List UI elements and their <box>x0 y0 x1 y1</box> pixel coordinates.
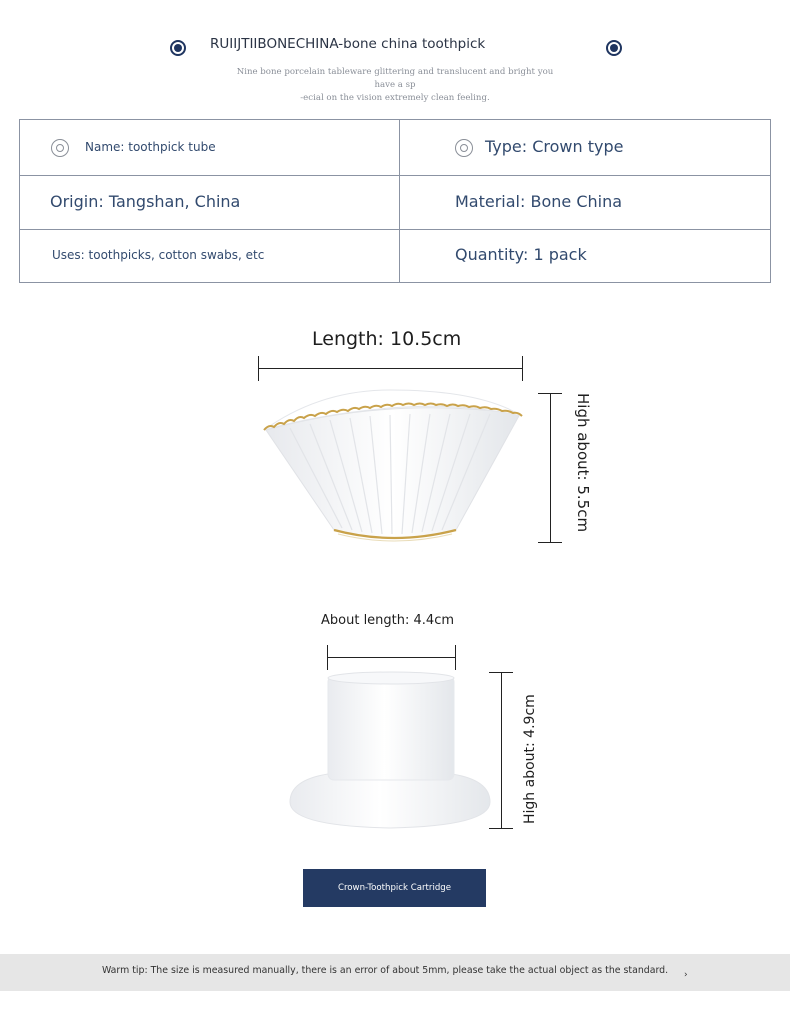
spec-material: Material: Bone China <box>455 192 623 211</box>
dimension-tick <box>538 542 562 543</box>
spec-table <box>19 119 771 283</box>
height-dimension-line <box>501 672 502 828</box>
subtitle-line: Nine bone porcelain tableware glittering and translucent and bright you have a sp <box>236 67 554 90</box>
tube-length-label: About length: 4.4cm <box>321 613 455 628</box>
crown-height-label: High about: 5.5cm <box>574 393 592 533</box>
height-dimension-line <box>550 393 551 543</box>
spec-uses: Uses: toothpicks, cotton swabs, etc <box>52 248 265 262</box>
table-row <box>20 120 771 176</box>
page-title: RUIIJTIIBONECHINA-bone china toothpick <box>210 36 486 52</box>
table-cell <box>20 230 400 283</box>
page-subtitle <box>230 66 560 105</box>
dimension-tick <box>327 645 328 670</box>
spec-type: Type: Crown type <box>485 137 624 156</box>
target-circle-icon <box>51 139 69 157</box>
dimension-tick <box>455 645 456 670</box>
warm-tip-bar <box>0 954 790 991</box>
toothpick-tube-image <box>286 668 494 832</box>
table-cell <box>400 120 771 176</box>
spec-name: Name: toothpick tube <box>85 140 216 154</box>
length-dimension-line <box>327 657 455 658</box>
subtitle-line: -ecial on the vision extremely clean feeling. <box>300 93 490 103</box>
warm-tip-text: Warm tip: The size is measured manually, there is an error of about 5mm, please take the actual object as the standard. <box>102 965 669 976</box>
table-cell <box>400 230 771 283</box>
table-cell <box>20 120 400 176</box>
table-row <box>20 230 771 283</box>
dimension-tick <box>489 672 513 673</box>
spec-origin: Origin: Tangshan, China <box>50 192 241 211</box>
dimension-tick <box>258 356 259 381</box>
chevron-right-icon[interactable]: › <box>684 970 688 980</box>
crown-toothpick-cartridge-button[interactable]: Crown-Toothpick Cartridge <box>303 869 486 907</box>
target-circle-icon <box>455 139 473 157</box>
bullet-dot-icon <box>606 40 622 56</box>
crown-toothpick-holder-image <box>260 384 530 549</box>
crown-length-label: Length: 10.5cm <box>312 328 462 350</box>
spec-quantity: Quantity: 1 pack <box>455 245 587 264</box>
title-row <box>0 36 790 60</box>
table-cell <box>400 176 771 230</box>
tube-height-label: High about: 4.9cm <box>522 694 538 824</box>
table-cell <box>20 176 400 230</box>
dimension-tick <box>489 828 513 829</box>
table-row <box>20 176 771 230</box>
bullet-dot-icon <box>170 40 186 56</box>
dimension-tick <box>538 393 562 394</box>
dimension-tick <box>522 356 523 381</box>
length-dimension-line <box>258 368 522 369</box>
